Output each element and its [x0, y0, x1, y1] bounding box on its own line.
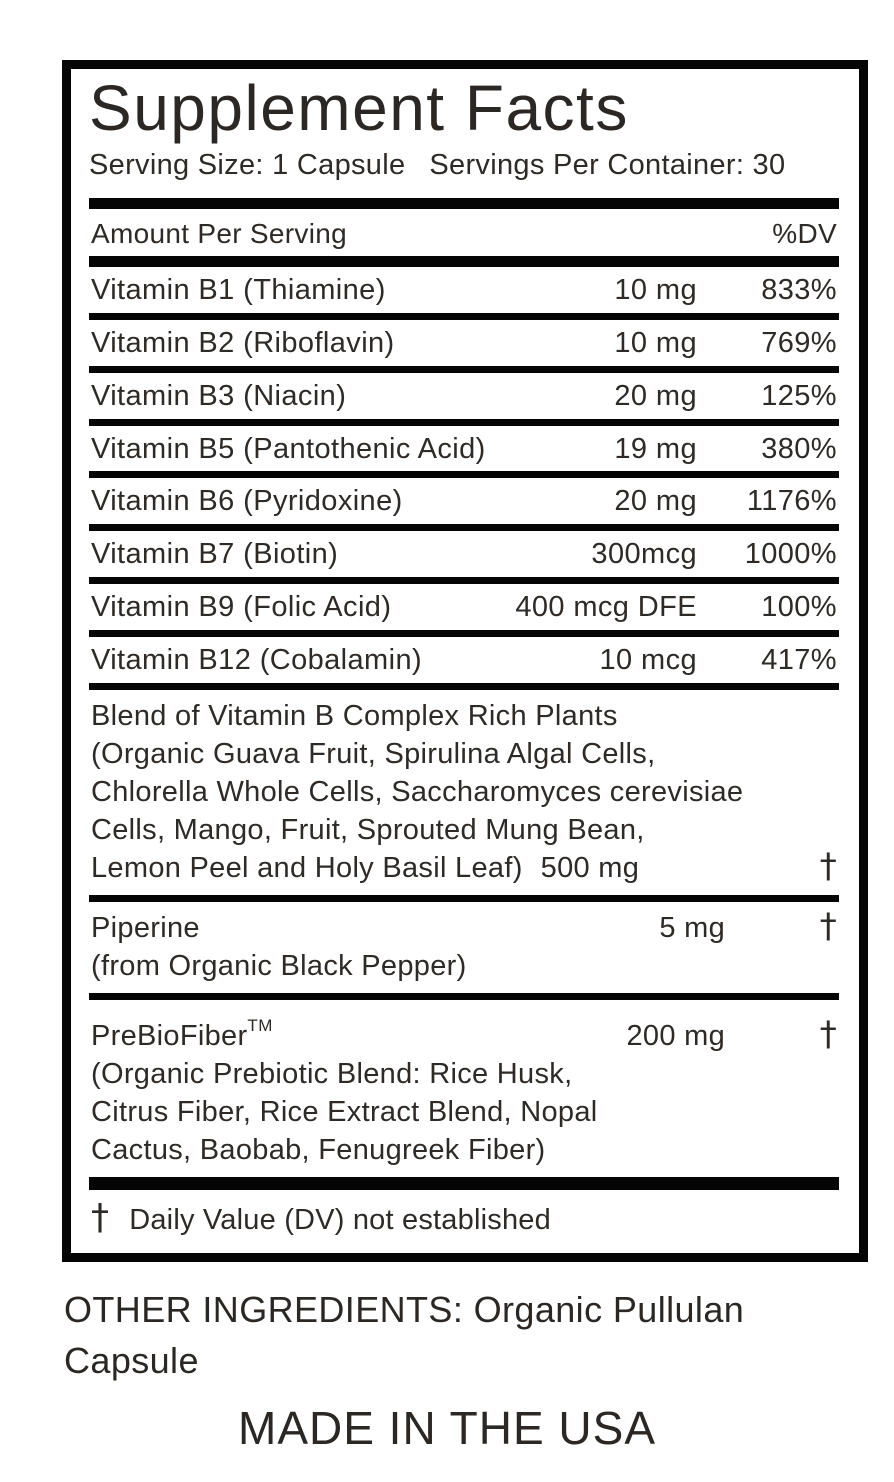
divider	[89, 313, 839, 320]
nutrient-amount: 10 mcg	[599, 643, 697, 676]
nutrient-amount: 300mcg	[591, 538, 697, 571]
divider	[89, 524, 839, 531]
nutrient-amount: 5 mg	[659, 911, 725, 944]
blend-section	[89, 690, 839, 895]
dagger-icon: †	[819, 845, 837, 886]
divider	[89, 471, 839, 478]
dagger-icon: †	[91, 1196, 110, 1238]
nutrient-dv: 769%	[761, 327, 837, 360]
nutrient-name: Vitamin B12 (Cobalamin)	[91, 643, 423, 676]
nutrient-dv: 1000%	[744, 538, 837, 571]
nutrient-dv: 100%	[761, 591, 837, 624]
blend-line: Blend of Vitamin B Complex Rich Plants	[91, 699, 618, 732]
blend-line: Lemon Peel and Holy Basil Leaf)	[91, 851, 523, 884]
divider	[89, 630, 839, 637]
divider	[89, 366, 839, 373]
blend-line: Cells, Mango, Fruit, Sprouted Mung Bean,	[91, 813, 645, 846]
nutrient-amount: 20 mg	[614, 379, 697, 412]
column-dv: %DV	[772, 217, 837, 249]
blend-line: Chlorella Whole Cells, Saccharomyces cerevisiae	[91, 775, 744, 808]
nutrient-dv: 125%	[761, 379, 837, 412]
piperine-section	[89, 902, 839, 993]
prebiofiber-blend-line: (Organic Prebiotic Blend: Rice Husk,	[91, 1057, 573, 1090]
nutrient-dv: 417%	[761, 643, 837, 676]
nutrient-name: Vitamin B5 (Pantothenic Acid)	[91, 432, 486, 465]
divider	[89, 993, 839, 1000]
table-row	[89, 267, 839, 313]
nutrient-amount: 200 mg	[626, 1019, 725, 1052]
column-amount-per-serving: Amount Per Serving	[91, 217, 347, 249]
prebiofiber-blend-line: Cactus, Baobab, Fenugreek Fiber)	[91, 1133, 546, 1166]
servings-per-container: Servings Per Container: 30	[429, 148, 786, 181]
dv-footnote	[89, 1190, 839, 1241]
table-row	[89, 320, 839, 366]
divider	[89, 256, 839, 267]
blend-line: (Organic Guava Fruit, Spirulina Algal Cells,	[91, 737, 656, 770]
nutrient-amount: 10 mg	[614, 327, 697, 360]
nutrient-amount: 400 mcg DFE	[515, 591, 697, 624]
divider	[89, 198, 839, 209]
serving-size: Serving Size: 1 Capsule	[89, 148, 406, 181]
serving-info	[89, 149, 839, 182]
nutrient-dv: 833%	[761, 274, 837, 307]
nutrient-name: Vitamin B3 (Niacin)	[91, 379, 347, 412]
nutrient-name: Vitamin B6 (Pyridoxine)	[91, 485, 403, 518]
table-row	[89, 478, 839, 524]
other-ingredients-text: OTHER INGREDIENTS: Organic Pullulan Capsule	[64, 1288, 745, 1382]
nutrient-name: Vitamin B2 (Riboflavin)	[91, 327, 395, 360]
panel-title: Supplement Facts	[89, 72, 629, 144]
nutrient-amount: 19 mg	[614, 432, 697, 465]
table-row	[89, 426, 839, 472]
nutrient-dv: 1176%	[746, 485, 837, 518]
nutrient-name: Piperine	[91, 911, 200, 944]
nutrient-source: (from Organic Black Pepper)	[91, 949, 467, 982]
dagger-icon: †	[819, 1013, 837, 1054]
nutrient-name: Vitamin B9 (Folic Acid)	[91, 591, 392, 624]
nutrient-name: PreBioFiber	[91, 1019, 248, 1052]
supplement-facts-panel	[62, 60, 868, 1262]
divider	[89, 895, 839, 902]
nutrient-dv: 380%	[761, 432, 837, 465]
nutrient-amount: 10 mg	[614, 274, 697, 307]
nutrient-amount: 20 mg	[614, 485, 697, 518]
table-row	[89, 373, 839, 419]
divider	[89, 1177, 839, 1190]
made-in-usa-text: MADE IN THE USA	[238, 1402, 656, 1455]
table-row	[89, 637, 839, 683]
footnote-text: Daily Value (DV) not established	[129, 1203, 551, 1236]
nutrient-name: Vitamin B1 (Thiamine)	[91, 274, 386, 307]
divider	[89, 419, 839, 426]
prebiofiber-blend-line: Citrus Fiber, Rice Extract Blend, Nopal	[91, 1095, 598, 1128]
dagger-icon: †	[819, 905, 837, 946]
table-header	[89, 209, 839, 257]
divider	[89, 683, 839, 690]
divider	[89, 577, 839, 584]
table-row	[89, 584, 839, 630]
nutrient-name: Vitamin B7 (Biotin)	[91, 538, 339, 571]
prebiofiber-section	[89, 1000, 839, 1177]
trademark-symbol: TM	[247, 1015, 273, 1035]
blend-amount: 500 mg	[540, 851, 640, 884]
table-row	[89, 531, 839, 577]
